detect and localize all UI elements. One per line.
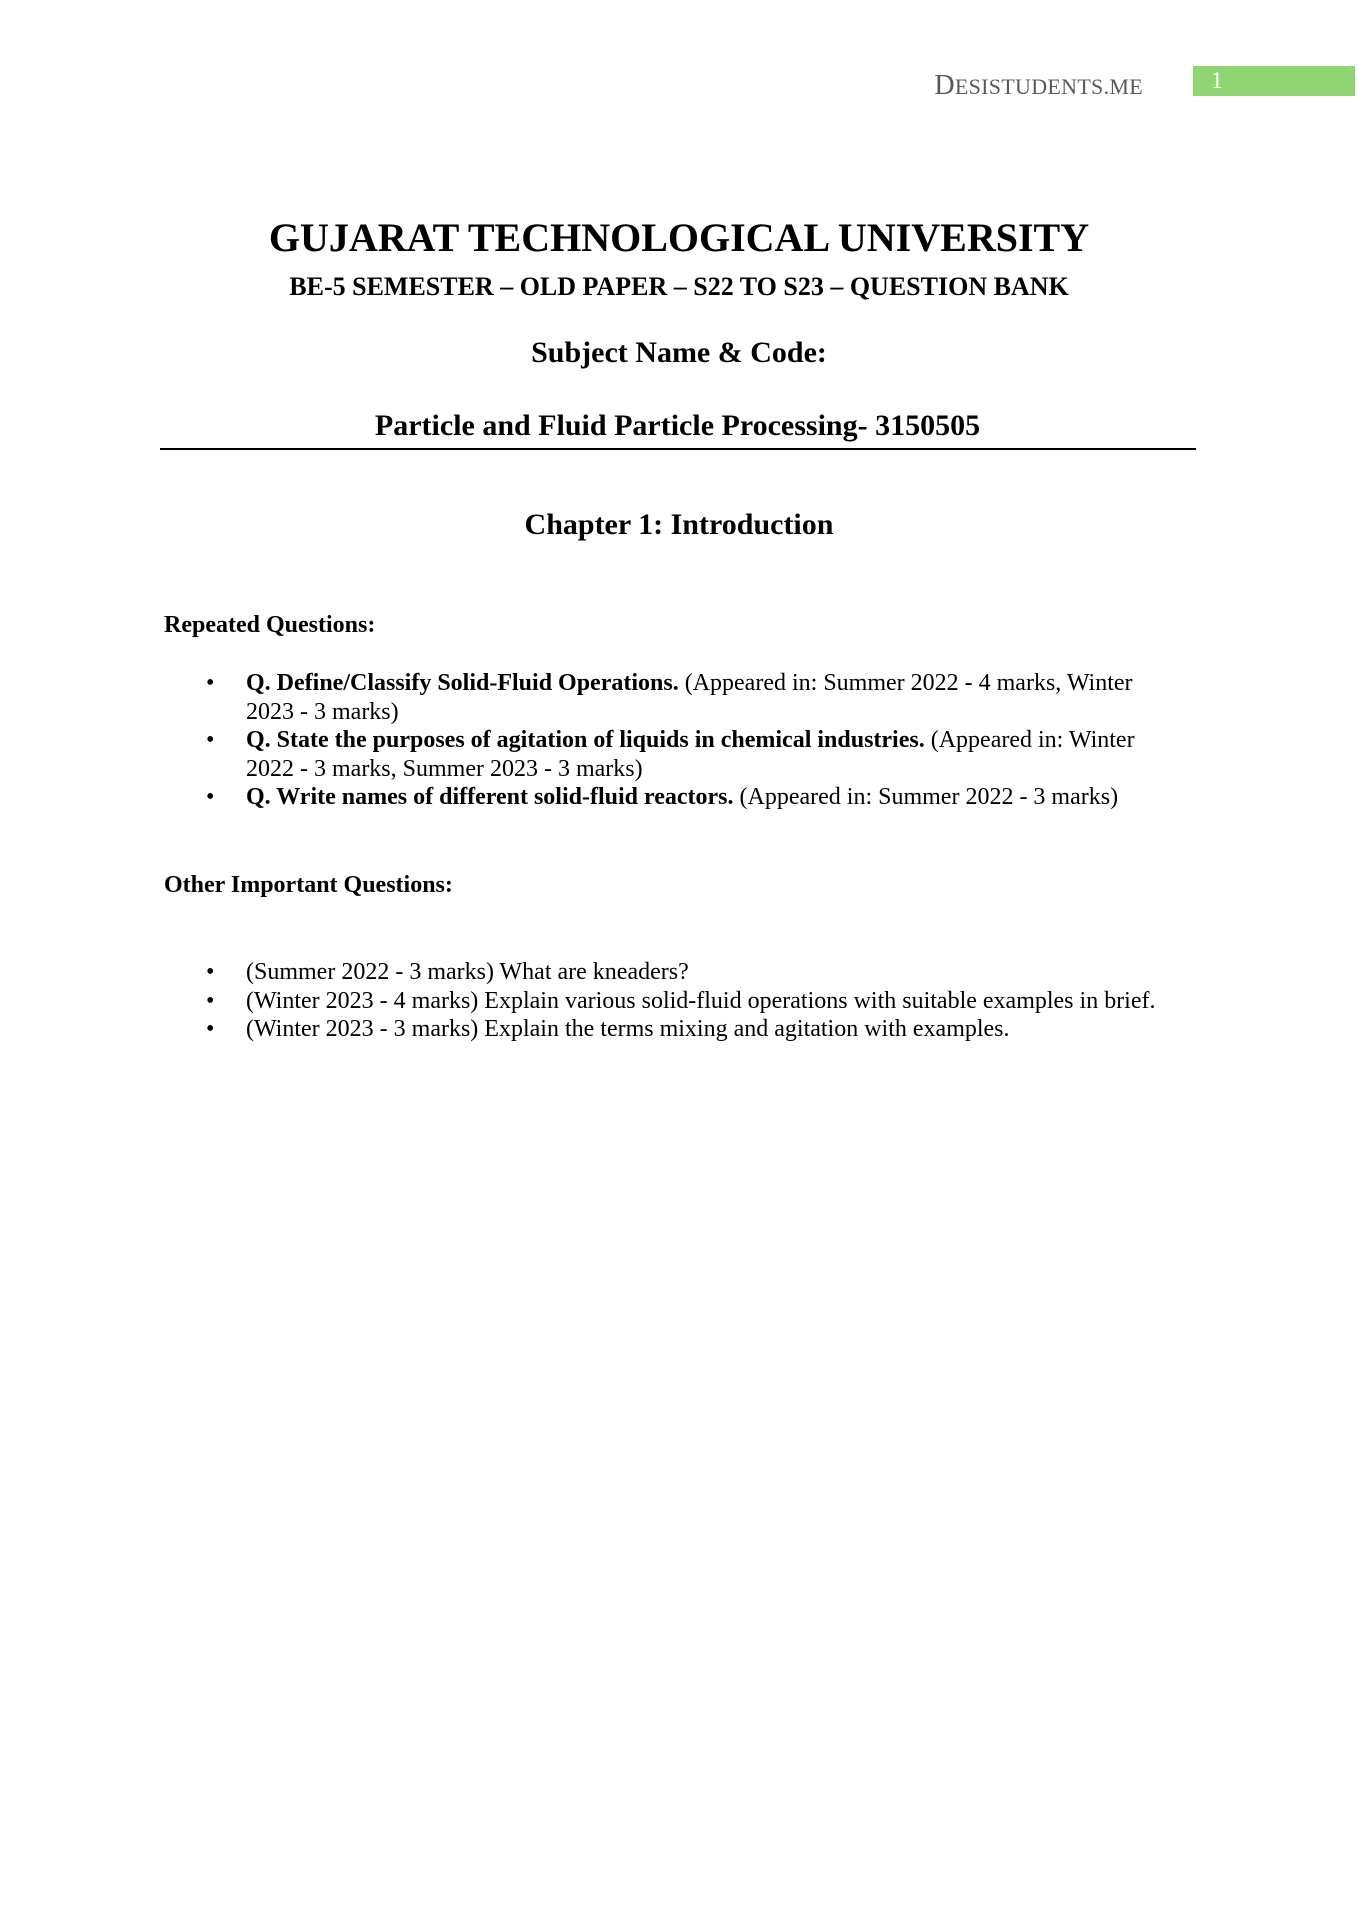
bullet-icon: •: [206, 959, 215, 985]
site-name: [934, 70, 1143, 102]
site-name-rest: ESISTUDENTS.ME: [954, 74, 1143, 99]
bullet-icon: •: [206, 1016, 215, 1042]
divider: [160, 448, 1196, 450]
bullet-icon: •: [206, 784, 215, 810]
question-text: Q. Write names of different solid-fluid reactors.: [246, 784, 734, 810]
bullet-icon: •: [206, 670, 215, 696]
question-text: (Summer 2022 - 3 marks) What are kneaders?: [246, 959, 689, 985]
question-info: (Appeared in: Winter 2022 - 3 marks, Summer 2023 - 3 marks): [246, 727, 1135, 782]
subtitle: BE-5 SEMESTER – OLD PAPER – S22 TO S23 – QUESTION BANK: [289, 272, 1069, 301]
course-name: Particle and Fluid Particle Processing- 3150505: [374, 409, 981, 442]
repeated-questions-list: [0, 669, 1176, 812]
page-title: GUJARAT TECHNOLOGICAL UNIVERSITY: [268, 215, 1090, 260]
question-info: (Appeared in: Summer 2022 - 4 marks, Winter 2023 - 3 marks): [246, 670, 1133, 725]
repeated-questions-heading: Repeated Questions:: [164, 612, 376, 638]
question-text: Q. State the purposes of agitation of liquids in chemical industries.: [246, 727, 925, 753]
site-name-initial: D: [934, 70, 955, 101]
other-questions-heading: Other Important Questions:: [164, 872, 453, 898]
list-item: [0, 669, 1176, 726]
question-text: (Winter 2023 - 4 marks) Explain various solid-fluid operations with suitable examples in brief.: [246, 987, 1156, 1014]
list-item: [0, 783, 1176, 812]
question-info: (Appeared in: Summer 2022 - 3 marks): [733, 784, 1119, 810]
question-text: Q. Define/Classify Solid-Fluid Operations.: [246, 670, 679, 696]
page-number: 1: [1193, 66, 1355, 96]
bullet-icon: •: [206, 727, 215, 753]
other-questions-list: [0, 958, 1176, 1044]
list-item: [0, 1015, 1176, 1044]
list-item: [0, 726, 1176, 783]
chapter-heading: Chapter 1: Introduction: [524, 508, 834, 541]
list-item: [0, 987, 1176, 1016]
subject-label: Subject Name & Code:: [531, 336, 827, 369]
list-item: [0, 958, 1176, 987]
bullet-icon: •: [206, 987, 215, 1014]
question-text: (Winter 2023 - 3 marks) Explain the terms mixing and agitation with examples.: [246, 1016, 1010, 1042]
